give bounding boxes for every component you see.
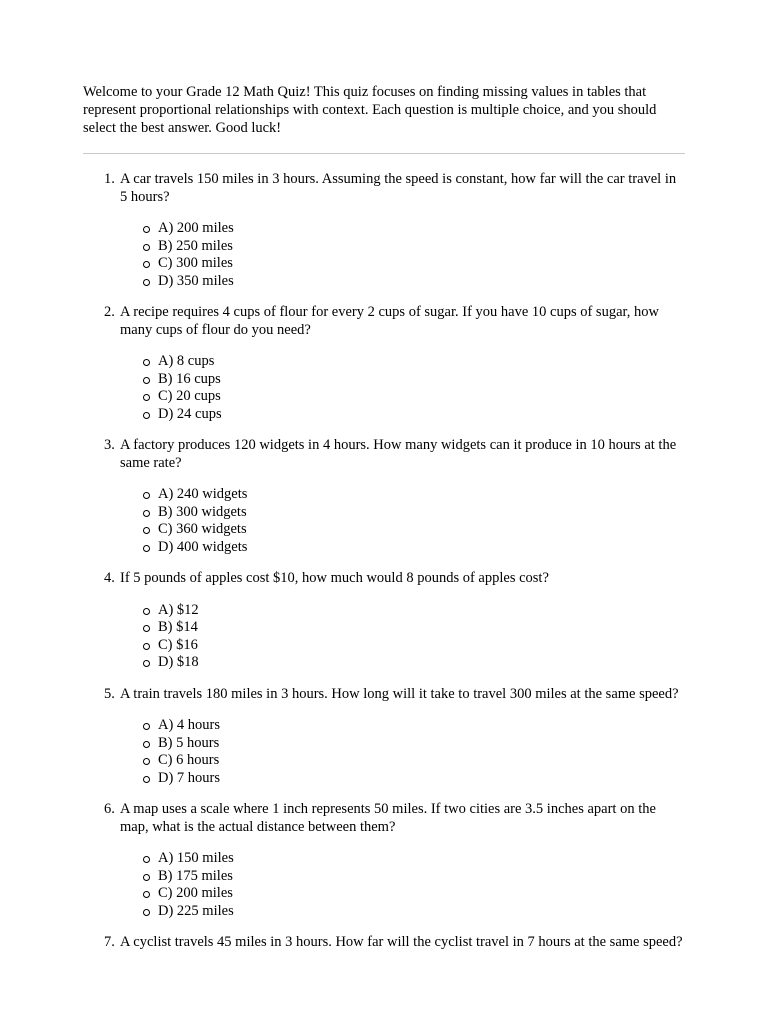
option-label: D) 7 hours [158, 769, 221, 786]
answer-option[interactable] [158, 353, 685, 371]
answer-option[interactable] [158, 504, 685, 522]
question-text: A cyclist travels 45 miles in 3 hours. How far will the cyclist travel in 7 hours at the same speed? [120, 934, 683, 950]
circle-bullet-icon [143, 625, 150, 632]
option-list [120, 850, 685, 920]
circle-bullet-icon [143, 891, 150, 898]
option-label: B) 16 cups [158, 370, 221, 387]
circle-bullet-icon [143, 510, 150, 517]
option-label: A) 150 miles [158, 850, 234, 866]
question-number: 4. [104, 570, 115, 586]
answer-option[interactable] [158, 521, 685, 539]
question-number: 6. [104, 801, 115, 817]
option-label: B) 5 hours [158, 734, 220, 751]
question-text: A car travels 150 miles in 3 hours. Assuming the speed is constant, how far will the car travel in 5 hours? [120, 171, 677, 205]
circle-bullet-icon [143, 359, 150, 366]
answer-option[interactable] [158, 486, 685, 504]
answer-option[interactable] [158, 637, 685, 655]
circle-bullet-icon [143, 909, 150, 916]
option-label: D) 24 cups [158, 405, 222, 422]
answer-option[interactable] [158, 903, 685, 921]
question-number: 5. [104, 685, 115, 702]
question-number: 3. [104, 437, 115, 453]
circle-bullet-icon [143, 394, 150, 401]
circle-bullet-icon [143, 261, 150, 268]
answer-option[interactable] [158, 273, 685, 291]
circle-bullet-icon [143, 874, 150, 881]
answer-option[interactable] [158, 539, 685, 557]
option-list [120, 602, 685, 672]
circle-bullet-icon [143, 545, 150, 552]
circle-bullet-icon [143, 643, 150, 650]
option-label: C) 300 miles [158, 255, 233, 271]
answer-option[interactable] [158, 850, 685, 868]
answer-option[interactable] [158, 220, 685, 238]
question-text: A recipe requires 4 cups of flour for every 2 cups of sugar. If you have 10 cups of sugar, how many cups of flour do you need? [120, 304, 659, 338]
question-text: If 5 pounds of apples cost $10, how much would 8 pounds of apples cost? [120, 570, 549, 586]
option-label: C) 20 cups [158, 388, 221, 404]
option-list [120, 717, 685, 787]
answer-option[interactable] [158, 371, 685, 389]
option-label: D) 225 miles [158, 902, 234, 919]
option-label: A) 4 hours [158, 717, 221, 733]
option-label: A) 240 widgets [158, 486, 248, 502]
circle-bullet-icon [143, 244, 150, 251]
circle-bullet-icon [143, 758, 150, 765]
option-label: D) 350 miles [158, 272, 234, 289]
option-label: B) 300 widgets [158, 503, 247, 520]
circle-bullet-icon [143, 412, 150, 419]
option-label: A) 200 miles [158, 220, 234, 236]
answer-option[interactable] [158, 619, 685, 637]
circle-bullet-icon [143, 776, 150, 783]
option-list [120, 220, 685, 290]
circle-bullet-icon [143, 608, 150, 615]
answer-option[interactable] [158, 868, 685, 886]
option-list [120, 486, 685, 556]
divider [83, 153, 685, 154]
quiz-page [83, 83, 685, 952]
option-label: B) 250 miles [158, 237, 233, 254]
option-label: D) $18 [158, 654, 199, 670]
question-item [104, 570, 685, 672]
circle-bullet-icon [143, 279, 150, 286]
circle-bullet-icon [143, 492, 150, 499]
circle-bullet-icon [143, 741, 150, 748]
question-text: A train travels 180 miles in 3 hours. How long will it take to travel 300 miles at the same speed? [120, 685, 679, 702]
option-label: A) $12 [158, 601, 199, 618]
question-item [104, 437, 685, 556]
option-label: C) 360 widgets [158, 521, 247, 537]
option-label: A) 8 cups [158, 353, 215, 369]
option-label: C) 200 miles [158, 885, 233, 901]
answer-option[interactable] [158, 770, 685, 788]
answer-option[interactable] [158, 406, 685, 424]
question-number: 7. [104, 934, 115, 950]
question-item [104, 685, 685, 788]
answer-option[interactable] [158, 885, 685, 903]
circle-bullet-icon [143, 226, 150, 233]
circle-bullet-icon [143, 377, 150, 384]
option-label: B) $14 [158, 619, 198, 635]
option-list [120, 353, 685, 423]
question-item [104, 934, 685, 952]
question-list [83, 171, 685, 952]
answer-option[interactable] [158, 735, 685, 753]
question-number: 1. [104, 171, 115, 187]
question-item [104, 171, 685, 290]
answer-option[interactable] [158, 752, 685, 770]
answer-option[interactable] [158, 717, 685, 735]
answer-option[interactable] [158, 238, 685, 256]
question-item [104, 304, 685, 423]
circle-bullet-icon [143, 527, 150, 534]
circle-bullet-icon [143, 723, 150, 730]
answer-option[interactable] [158, 255, 685, 273]
intro-text: Welcome to your Grade 12 Math Quiz! This quiz focuses on finding missing values in tables that represent proportional relationships with context. Each question is multiple choice, and you should select the best answer. Good luck! [83, 84, 657, 136]
option-label: C) 6 hours [158, 752, 220, 768]
question-item [104, 801, 685, 920]
question-text: A map uses a scale where 1 inch represents 50 miles. If two cities are 3.5 inches apart on the map, what is the actual distance between them? [120, 801, 656, 835]
option-label: B) 175 miles [158, 867, 233, 884]
question-number: 2. [104, 304, 115, 320]
answer-option[interactable] [158, 388, 685, 406]
answer-option[interactable] [158, 654, 685, 672]
option-label: C) $16 [158, 636, 198, 653]
option-label: D) 400 widgets [158, 538, 248, 555]
circle-bullet-icon [143, 856, 150, 863]
question-text: A factory produces 120 widgets in 4 hours. How many widgets can it produce in 10 hours at the same rate? [120, 437, 677, 471]
circle-bullet-icon [143, 660, 150, 667]
answer-option[interactable] [158, 602, 685, 620]
